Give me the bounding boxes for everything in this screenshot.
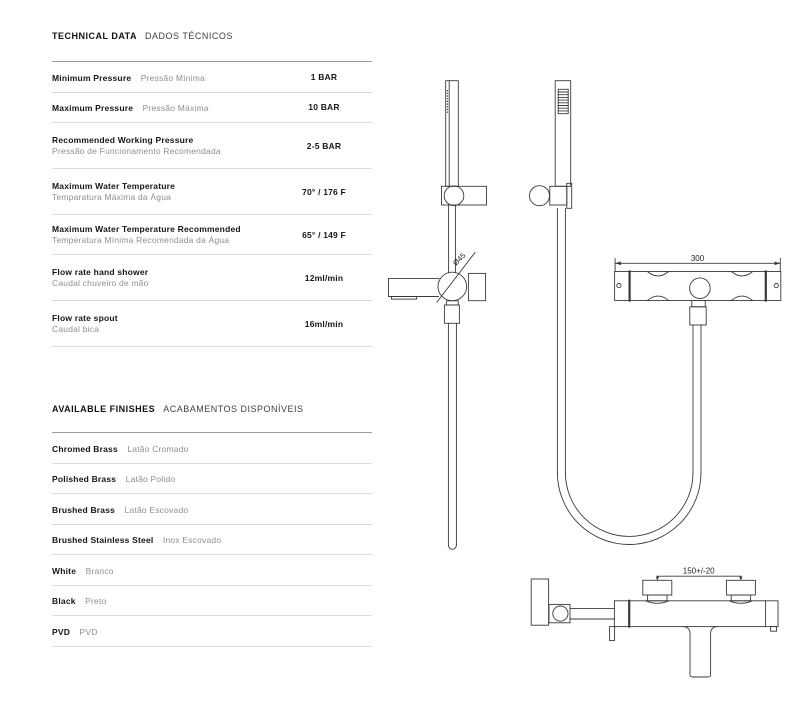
available-finishes-section xyxy=(52,404,372,647)
row-label xyxy=(52,181,276,203)
finish-row xyxy=(52,494,372,525)
row-value: 70° / 176 F xyxy=(302,186,346,197)
row-label-pt: Caudal bica xyxy=(52,323,100,334)
available-finishes-title xyxy=(52,404,372,433)
table-row xyxy=(52,62,372,93)
finish-name-pt: Branco xyxy=(85,565,114,576)
row-value: 1 BAR xyxy=(310,71,338,82)
finish-name-en: Black xyxy=(52,596,76,607)
technical-data-section xyxy=(52,31,372,347)
table-row xyxy=(52,93,372,124)
drawing-bar-mixer-front xyxy=(615,259,781,326)
finish-name-pt: Latão Cromado xyxy=(127,443,189,454)
row-label xyxy=(52,500,372,518)
row-label-en: Minimum Pressure xyxy=(52,72,132,83)
row-label xyxy=(52,561,372,579)
row-label-pt: Temparatura Máxima da Água xyxy=(52,191,172,202)
dim-label-bar-width: 300 xyxy=(690,254,705,263)
row-label xyxy=(52,439,372,457)
row-label xyxy=(52,622,372,640)
technical-data-title xyxy=(52,31,372,62)
finish-name-en: Brushed Brass xyxy=(52,504,116,515)
finish-name-pt: Inox Escovado xyxy=(162,535,222,546)
section-title-pt: ACABAMENTOS DISPONÍVEIS xyxy=(163,404,304,414)
table-row xyxy=(52,169,372,215)
finish-name-en: Brushed Stainless Steel xyxy=(52,535,154,546)
row-label-en: Flow rate hand shower xyxy=(52,266,149,277)
finish-name-pt: Latão Escovado xyxy=(124,504,189,515)
finish-row xyxy=(52,433,372,464)
row-label-pt: Caudal chuveiro de mão xyxy=(52,277,149,288)
table-row xyxy=(52,301,372,347)
section-title-en: TECHNICAL DATA xyxy=(52,31,137,41)
row-label-en: Maximum Pressure xyxy=(52,103,134,114)
finish-row xyxy=(52,555,372,586)
table-row xyxy=(52,215,372,255)
table-row xyxy=(52,255,372,301)
dim-label-inlet-centers: 150+/-20 xyxy=(682,566,715,576)
row-label-pt: Pressão de Funcionamento Recomendada xyxy=(52,145,221,156)
finish-name-en: Polished Brass xyxy=(52,474,117,485)
row-label xyxy=(52,313,276,335)
row-label-pt: Temperatura Mínima Recomendada da Água xyxy=(52,234,230,245)
section-title-pt: DADOS TÉCNICOS xyxy=(145,31,233,41)
finish-row xyxy=(52,464,372,495)
row-label-en: Recommended Working Pressure xyxy=(52,134,194,145)
finish-name-en: White xyxy=(52,565,77,576)
row-label-en: Maximum Water Temperature xyxy=(52,180,176,191)
finish-name-en: Chromed Brass xyxy=(52,443,118,454)
row-label xyxy=(52,135,276,157)
drawing-hand-shower-hose xyxy=(530,81,702,545)
row-label xyxy=(52,591,372,609)
drawing-bar-mixer-plan xyxy=(531,576,778,677)
technical-drawings xyxy=(380,55,795,705)
dim-label-handshower-diameter: Ø45 xyxy=(451,251,468,268)
finish-row xyxy=(52,525,372,556)
row-value: 65° / 149 F xyxy=(302,229,346,240)
row-value: 10 BAR xyxy=(308,102,340,113)
finish-row xyxy=(52,586,372,617)
row-value: 16ml/min xyxy=(304,318,344,329)
finish-name-pt: PVD xyxy=(79,626,98,637)
row-label-en: Flow rate spout xyxy=(52,312,118,323)
row-label xyxy=(52,530,372,548)
row-label-pt: Pressão Mínima xyxy=(140,72,205,83)
section-title-en: AVAILABLE FINISHES xyxy=(52,404,156,414)
row-label-pt: Pressão Máxima xyxy=(142,103,209,114)
row-label xyxy=(52,68,276,86)
row-label-en: Maximum Water Temperature Recommended xyxy=(52,223,241,234)
finish-name-pt: Latão Polido xyxy=(125,474,176,485)
row-label xyxy=(52,98,276,116)
row-value: 12ml/min xyxy=(304,272,344,283)
row-label xyxy=(52,267,276,289)
finish-row xyxy=(52,616,372,647)
finish-name-en: PVD xyxy=(52,626,71,637)
row-label xyxy=(52,224,276,246)
row-label xyxy=(52,469,372,487)
drawing-shower-column-front xyxy=(389,81,487,550)
table-row xyxy=(52,123,372,169)
row-value: 2-5 BAR xyxy=(306,140,342,151)
finish-name-pt: Preto xyxy=(85,596,107,607)
